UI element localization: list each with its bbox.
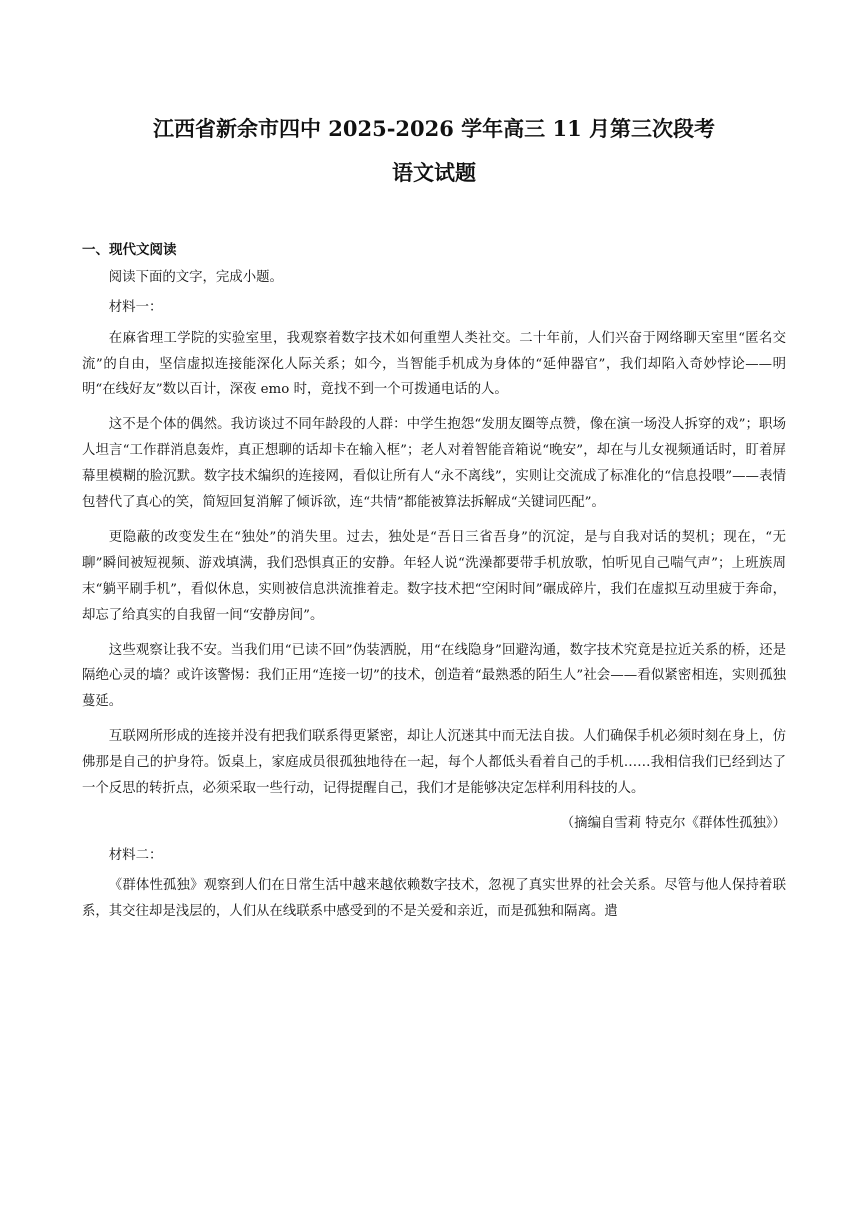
exam-title: 江西省新余市四中 2025-2026 学年高三 11 月第三次段考 [152, 116, 716, 141]
material-one-paragraph: 这不是个体的偶然。我访谈过不同年龄段的人群：中学生抱怨“发朋友圈等点赞，像在演一场没人拆穿的戏”；职场人坦言“工作群消息轰炸，真正想聊的话却卡在输入框”；老人对着智能音箱说“晚安”，却在与儿女视频通话时，盯着屏幕里模糊的脸沉默。数字技术编织的连接网，看似让所有人“永不离线”，实则让交流成了标准化的“信息投喂”——表情包替代了真心的笑，简短回复消解了倾诉欲，连“共情”都能被算法拆解成“关键词匹配”。 [82, 417, 786, 511]
material-two-label: 材料二： [108, 847, 163, 863]
material-one-paragraph: 这些观察让我不安。当我们用“已读不回”伪装洒脱，用“在线隐身”回避沟通，数字技术究竟是拉近关系的桥，还是隔绝心灵的墙？或许该警惕：我们正用“连接一切”的技术，创造着“最熟悉的陌生人”社会——看似紧密相连，实则孤独蔓延。 [82, 642, 786, 710]
reading-instruction: 阅读下面的文字，完成小题。 [108, 269, 283, 285]
material-one-paragraph: 互联网所形成的连接并没有把我们联系得更紧密，却让人沉迷其中而无法自拔。人们确保手机必须时刻在身上，仿佛那是自己的护身符。饭桌上，家庭成员很孤独地待在一起，每个人都低头看着自己的手机……我相信我们已经到达了一个反思的转折点，必须采取一些行动，记得提醒自己，我们才是能够决定怎样利用科技的人。 [82, 729, 786, 797]
material-one-paragraph: 在麻省理工学院的实验室里，我观察着数字技术如何重塑人类社交。二十年前，人们兴奋于网络聊天室里“匿名交流”的自由，坚信虚拟连接能深化人际关系；如今，当智能手机成为身体的“延伸器官”，我们却陷入奇妙悖论——明明“在线好友”数以百计，深夜 emo 时，竟找不到一个可拨通电话的人。 [82, 330, 786, 398]
exam-subtitle: 语文试题 [392, 160, 476, 185]
material-one-source: （摘编自雪莉 特克尔《群体性孤独》） [560, 816, 786, 831]
material-two-paragraph: 《群体性孤独》观察到人们在日常生活中越来越依赖数字技术，忽视了真实世界的社会关系。尽管与他人保持着联系，其交往却是浅层的，人们从在线联系中感受到的不是关爱和亲近，而是孤独和隔离。遣 [82, 878, 786, 920]
material-one-paragraph: 更隐蔽的改变发生在“独处”的消失里。过去，独处是“吾日三省吾身”的沉淀，是与自我对话的契机；现在，“无聊”瞬间被短视频、游戏填满，我们恐惧真正的安静。年轻人说“洗澡都要带手机放歌，怕听见自己喘气声”；上班族周末“躺平刷手机”，看似休息，实则被信息洪流推着走。数字技术把“空闲时间”碾成碎片，我们在虚拟互动里疲于奔命，却忘了给真实的自我留一间“安静房间”。 [82, 529, 786, 623]
material-one-label: 材料一： [108, 300, 163, 316]
reading-passage [82, 260, 786, 934]
section-heading: 一、现代文阅读 [82, 242, 177, 258]
